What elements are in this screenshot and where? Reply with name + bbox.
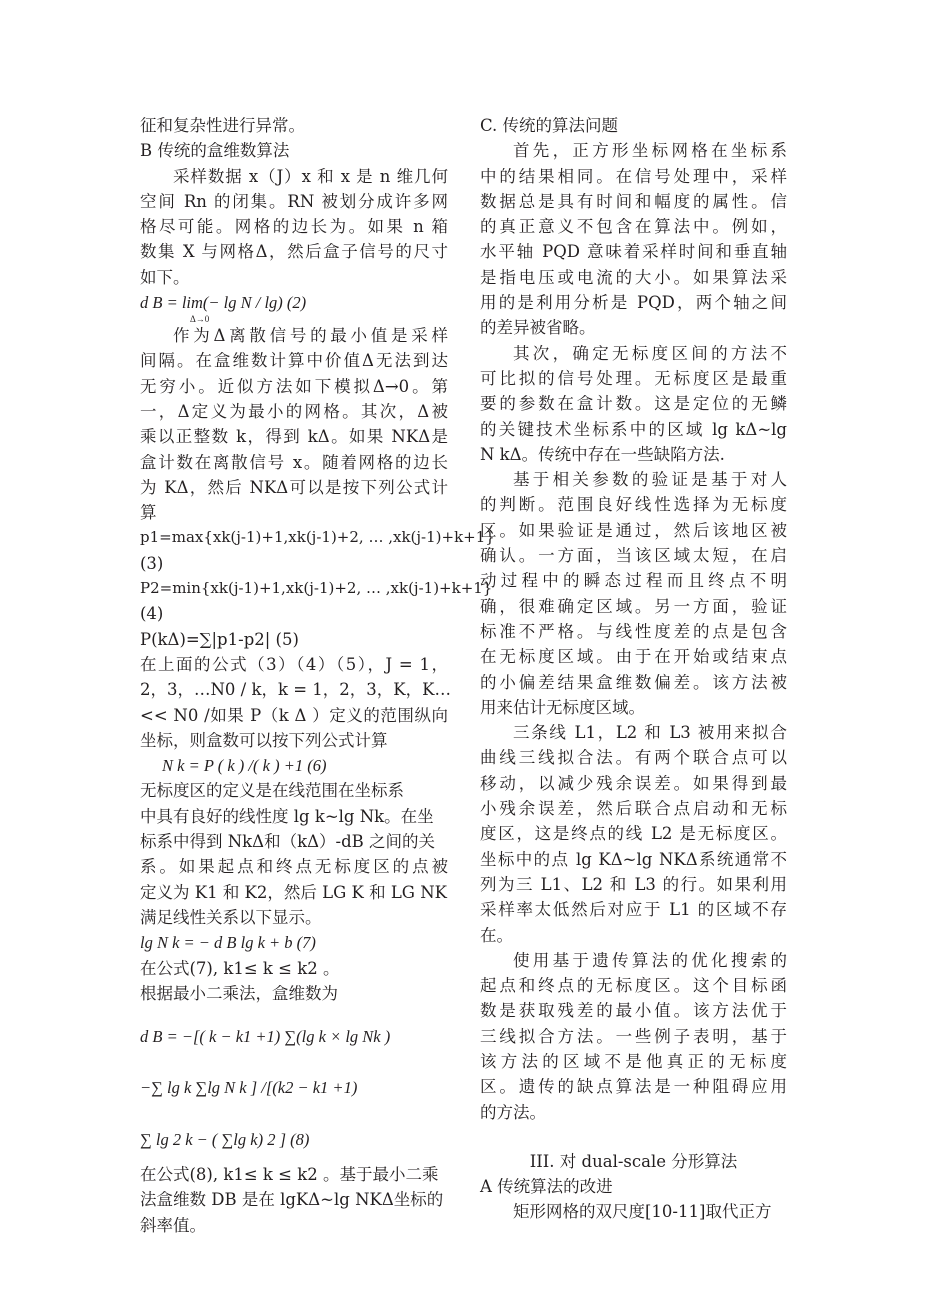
- equation-3: p1=max{xk(j-1)+1,xk(j-1)+2, … ,xk(j-1)+k+1}: [140, 528, 495, 547]
- text-line: 的真正意义不包含在算法中。例如，: [480, 217, 787, 237]
- text-line: 空间 Rn 的闭集。RN 被划分成许多网: [140, 191, 448, 211]
- equation-8-line-1: d B = −[( k − k1 +1) ∑(lg k × lg Nk ): [140, 1027, 391, 1047]
- equation-text: d B = lim(− lg N / lg) (2): [140, 293, 307, 313]
- text-line: 矩形网格的双尺度[10-11]取代正方: [513, 1202, 772, 1222]
- text-line: 无穷小。近似方法如下模拟Δ→0。第: [140, 376, 448, 396]
- equation-7: lg N k = − d B lg k + b (7): [140, 933, 316, 953]
- text-line: 是指电压或电流的大小。如果算法采: [480, 267, 787, 287]
- text-line: 标准不严格。与线性度差的点是包含: [480, 621, 787, 641]
- text-line: 在无标度区域。由于在开始或结束点: [480, 647, 787, 667]
- text-line: 数集 X 与网格Δ，然后盒子信号的尺寸: [140, 242, 448, 262]
- text-line: 首先，正方形坐标网格在坐标系: [513, 141, 787, 161]
- text-line: 度区，这是终点的线 L2 是无标度区。: [480, 824, 787, 844]
- text-line: 法盒维数 DB 是在 lgKΔ~lg NKΔ坐标的: [140, 1190, 444, 1210]
- text-line: 定义为 K1 和 K2，然后 LG K 和 LG NK: [140, 882, 447, 902]
- text-line: 确认。一方面，当该区域太短，在启: [480, 546, 787, 566]
- equation-6: N k = P ( k ) /( k ) +1 (6): [162, 756, 327, 776]
- text-line: 间隔。在盒维数计算中价值Δ无法到达: [140, 351, 448, 371]
- text-line: 用来估计无标度区域。: [480, 697, 645, 717]
- text-line: 其次，确定无标度区间的方法不: [513, 343, 787, 363]
- text-line: 根据最小二乘法，盒维数为: [140, 983, 338, 1003]
- text-line: 确，很难确定区域。另一方面，验证: [480, 596, 787, 616]
- text-line: 一，Δ定义为最小的网格。其次，Δ被: [140, 401, 448, 421]
- text-line: 的关键技术坐标系中的区域 lg kΔ~lg: [480, 419, 787, 439]
- text-line: 斜率值。: [140, 1215, 206, 1235]
- text-line: 基于相关参数的验证是基于对人: [513, 470, 787, 490]
- equation-number: (3): [140, 553, 164, 573]
- text-line: 移动，以减少残余误差。如果得到最: [480, 773, 787, 793]
- left-column: [140, 113, 495, 1238]
- text-line: 该方法的区域不是他真正的无标度: [480, 1051, 787, 1071]
- text-line: 的差异被省略。: [480, 318, 596, 338]
- text-line: 在公式(7), k1≤ k ≤ k2 。: [140, 958, 340, 978]
- section-heading-b: B 传统的盒维数算法: [140, 141, 290, 161]
- text-line: 坐标，则盒数可以按下列公式计算: [140, 730, 388, 750]
- text-line: 乘以正整数 k，得到 kΔ。如果 NKΔ是: [140, 427, 448, 447]
- text-line: 起点和终点的无标度区。这个目标函: [480, 976, 787, 996]
- section-heading-c: C. 传统的算法问题: [480, 116, 619, 135]
- text-line: 坐标中的点 lg KΔ~lg NKΔ系统通常不: [480, 849, 787, 869]
- text-line: 系。如果起点和终点无标度区的点被: [140, 857, 448, 877]
- text-line: 算: [140, 503, 157, 523]
- text-line: 的小偏差结果盒维数偏差。该方法被: [480, 672, 787, 692]
- text-line: 区。如果验证是通过，然后该地区被: [480, 520, 787, 540]
- equation-8-line-3: ∑ lg 2 k − ( ∑lg k) 2 ] (8): [140, 1129, 310, 1149]
- text-line: 小残余误差，然后联合点启动和无标: [480, 799, 787, 819]
- limit-subscript: Δ→0: [190, 314, 210, 325]
- text-line: 的方法。: [480, 1102, 546, 1122]
- equation-5: P(kΔ)=∑|p1-p2| (5): [140, 629, 299, 649]
- text-line: 采样率太低然后对应于 L1 的区域不存: [480, 900, 787, 920]
- text-line: 采样数据 x（J）x 和 x 是 n 维几何: [173, 166, 448, 186]
- text-line: N kΔ。传统中存在一些缺陷方法.: [480, 444, 725, 464]
- text-line: 在上面的公式（3）（4）（5），J = 1，: [140, 654, 448, 674]
- text-line: 列为三 L1、L2 和 L3 的行。如果利用: [480, 874, 787, 894]
- equation-number: (4): [140, 604, 164, 624]
- text-line: 在。: [480, 925, 513, 945]
- equation-4: P2=min{xk(j-1)+1,xk(j-1)+2, … ,xk(j-1)+k+1}: [140, 579, 493, 598]
- subsection-heading-a: A 传统算法的改进: [480, 1177, 613, 1197]
- text-line: 三线拟合方法。一些例子表明，基于: [480, 1026, 787, 1046]
- right-column: [480, 113, 787, 1225]
- text-line: 数是获取残差的最小值。该方法优于: [480, 1001, 787, 1021]
- text-line: 中具有良好的线性度 lg k~lg Nk。在坐: [140, 806, 434, 826]
- text-line: << N0 /如果 P（k Δ ）定义的范围纵向: [140, 705, 448, 725]
- text-line: 标系中得到 NkΔ和（kΔ）-dB 之间的关: [140, 832, 436, 852]
- text-line: 盒计数在离散信号 x。随着网格的边长: [140, 452, 448, 472]
- equation-2: [140, 290, 448, 323]
- text-line: 无标度区的定义是在线范围在坐标系: [140, 781, 404, 801]
- text-line: 曲线三线拟合法。有两个联合点可以: [480, 748, 787, 768]
- text-line: 的判断。范围良好线性选择为无标度: [480, 495, 787, 515]
- text-line: 作为Δ离散信号的最小值是采样: [173, 326, 448, 346]
- equation-8-line-2: −∑ lg k ∑lg N k ] /[(k2 − k1 +1): [140, 1078, 358, 1098]
- text-line: 格尽可能。网格的边长为。如果 n 箱: [140, 217, 448, 237]
- text-line: 三条线 L1，L2 和 L3 被用来拟合: [513, 723, 787, 743]
- text-line: 数据总是具有时间和幅度的属性。信: [480, 191, 787, 211]
- text-line: 区。遗传的缺点算法是一种阻碍应用: [480, 1077, 787, 1097]
- text-line: 征和复杂性进行异常。: [140, 116, 305, 135]
- text-line: 使用基于遗传算法的优化搜索的: [513, 950, 787, 970]
- text-line: 要的参数在盒计数。这是定位的无鳞: [480, 394, 787, 414]
- section-heading-iii: III. 对 dual-scale 分形算法: [529, 1151, 738, 1171]
- text-line: 动过程中的瞬态过程而且终点不明: [480, 571, 787, 591]
- text-line: 用的是利用分析是 PQD，两个轴之间: [480, 293, 787, 313]
- text-line: 2，3，…N0 / k，k = 1，2，3，K，K…: [140, 680, 451, 700]
- text-line: 中的结果相同。在信号处理中，采样: [480, 166, 787, 186]
- text-line: 如下。: [140, 267, 190, 287]
- text-line: 在公式(8), k1≤ k ≤ k2 。基于最小二乘: [140, 1164, 439, 1184]
- text-line: 为 KΔ，然后 NKΔ可以是按下列公式计: [140, 477, 448, 497]
- text-line: 水平轴 PQD 意味着采样时间和垂直轴: [480, 242, 787, 262]
- text-line: 满足线性关系以下显示。: [140, 907, 322, 927]
- text-line: 可比拟的信号处理。无标度区是最重: [480, 368, 787, 388]
